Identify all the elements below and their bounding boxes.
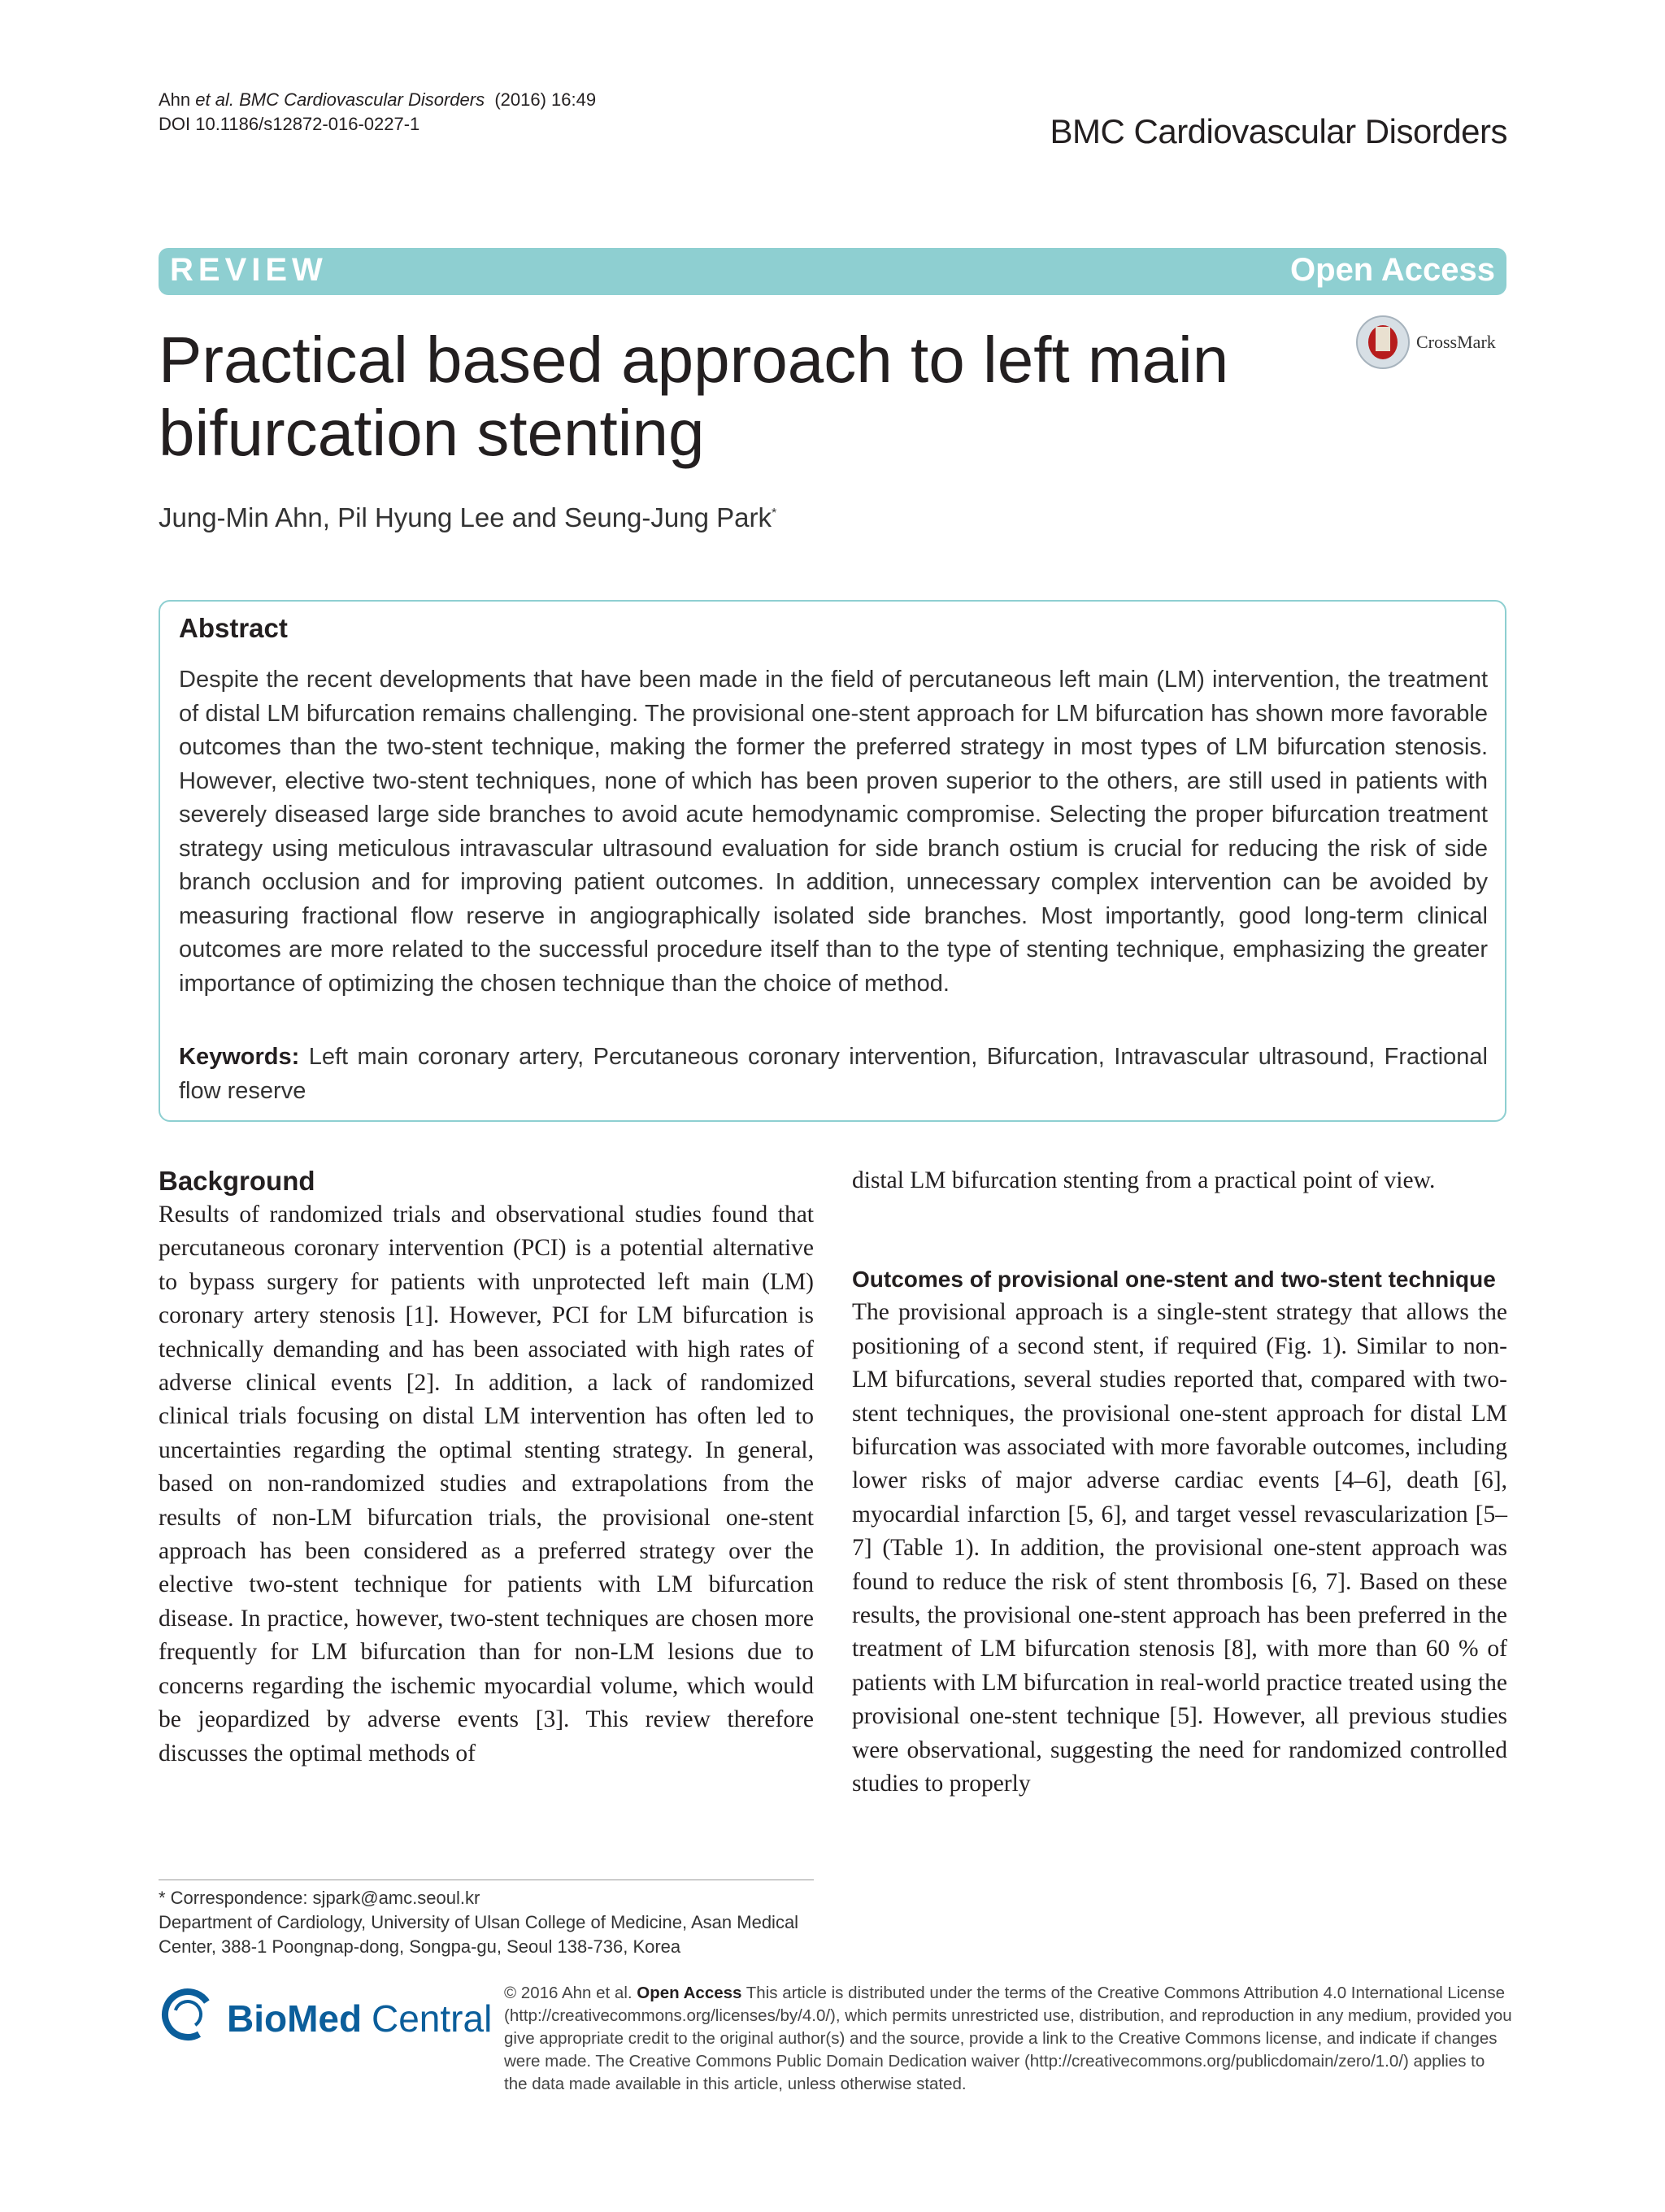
citation [159,88,596,137]
citation-authors: Ahn [159,89,191,110]
biomed-ring-icon [159,1985,217,2044]
authors-text: Jung-Min Ahn, Pil Hyung Lee and Seung-Jung Park [159,502,772,532]
keywords-text: Left main coronary artery, Percutaneous coronary intervention, Bifurcation, Intravascular ultrasound, Fractional flow reserve [179,1044,1488,1104]
license-text: This article is distributed under the terms of the Creative Commons Attribution 4.0 International License (http://creativecommons.org/licenses/by/4.0/), which permits unrestricted use, distribution, and reproduction in any medium, provided you give appropriate credit to the original author(s) and the source, provide a link to the Creative Commons license, and indicate if changes were made. The Creative Commons Public Domain Dedication waiver (http://creativecommons.org/publicdomain/zero/1.0/) applies to the data made available in this article, unless otherwise stated. [504,1984,1512,2093]
logo-biomed: BioMed [227,1997,363,2040]
abstract-heading: Abstract [179,613,288,643]
doi: DOI 10.1186/s12872-016-0227-1 [159,114,420,134]
logo-central: Central [372,1997,493,2040]
citation-etal: et al. [195,89,234,110]
keywords-label: Keywords: [179,1044,300,1070]
corresponding-mark: * [771,506,777,520]
biomed-central-logo [159,1984,493,2057]
correspondence-note [159,1886,814,1959]
correspondence-affiliation: Department of Cardiology, University of Ulsan College of Medicine, Asan Medical Center, 388-1 Poongnap-dong, Songpa-gu, Seoul 138-736, Korea [159,1912,799,1957]
article-type-label: REVIEW [170,252,328,288]
citation-volume: (2016) 16:49 [494,89,597,110]
outcomes-heading: Outcomes of provisional one-stent and two-stent technique [852,1267,1496,1293]
outcomes-paragraph: The provisional approach is a single-stent strategy that allows the positioning of a second stent, if required (Fig. 1). Similar to non-LM bifurcations, several studies reported that, compared with two-stent techniques, the provisional one-stent approach for distal LM bifurcation was associated with more favorable outcomes, including lower risks of major adverse cardiac events [4–6], death [6], myocardial infarction [5, 6], and target vessel revascularization [5–7] (Table 1). In addition, the provisional one-stent approach was found to reduce the risk of stent thrombosis [6, 7]. Based on these results, the provisional one-stent approach has been preferred in the treatment of LM bifurcation stenosis [8], with more than 60 % of patients with LM bifurcation in real-world practice treated using the provisional one-stent technique [5]. However, all previous studies were observational, suggesting the need for randomized controlled studies to properly [852,1299,1507,1797]
journal-name: BMC Cardiovascular Disorders [1050,112,1507,150]
continuation-paragraph: distal LM bifurcation stenting from a practical point of view. [852,1167,1436,1193]
crossmark-badge[interactable] [1356,315,1519,372]
citation-journal: BMC Cardiovascular Disorders [239,89,485,110]
abstract-box [159,600,1506,1122]
license-copyright: © 2016 Ahn et al. [504,1984,633,2002]
background-heading: Background [159,1166,315,1196]
author-list [159,502,776,533]
left-column [159,1164,814,1771]
license-open-access: Open Access [637,1984,742,2002]
license-statement [504,1982,1512,2096]
keywords [179,1041,1488,1108]
crossmark-label: CrossMark [1416,332,1496,352]
abstract-text: Despite the recent developments that have been made in the field of percutaneous left main (LM) intervention, the treatment of distal LM bifurcation remains challenging. The provisional one-stent approach for LM bifurcation has shown more favorable outcomes than the two-stent technique, making the former the preferred strategy in most types of LM bifurcation stenosis. However, elective two-stent techniques, none of which has been proven superior to the others, are still used in patients with severely diseased large side branches to avoid acute hemodynamic compromise. Selecting the proper bifurcation treatment strategy using meticulous intravascular ultrasound evaluation for side branch ostium is crucial for reducing the risk of side branch occlusion and for improving patient outcomes. In addition, unnecessary complex intervention can be avoided by measuring fractional flow reserve in angiographically isolated side branches. Most importantly, good long-term clinical outcomes are more related to the successful procedure itself than to the type of stenting technique, emphasizing the greater importance of optimizing the chosen technique than the choice of method. [179,667,1488,997]
right-column [852,1164,1507,1801]
open-access-label: Open Access [1290,252,1495,288]
crossmark-icon [1356,315,1410,369]
article-type-banner [159,248,1506,295]
background-paragraph: Results of randomized trials and observational studies found that percutaneous coronary intervention (PCI) is a potential alternative to bypass surgery for patients with unprotected left main (LM) coronary artery stenosis [1]. However, PCI for LM bifurcation is technically demanding and has been associated with high rates of adverse clinical events [2]. In addition, a lack of randomized clinical trials focusing on distal LM intervention has often led to uncertainties regarding the optimal stenting strategy. In general, based on non-randomized studies and extrapolations from the results of non-LM bifurcation trials, the provisional one-stent approach has been considered as a preferred strategy over the elective two-stent technique for patients with LM bifurcation disease. In practice, however, two-stent techniques are chosen more frequently for LM bifurcation than for non-LM lesions due to concerns regarding the ischemic myocardial volume, which would be jeopardized by adverse events [3]. This review therefore discusses the optimal methods of [159,1202,814,1767]
correspondence-email: * Correspondence: sjpark@amc.seoul.kr [159,1888,480,1908]
article-title: Practical based approach to left main bifurcation stenting [159,324,1229,469]
